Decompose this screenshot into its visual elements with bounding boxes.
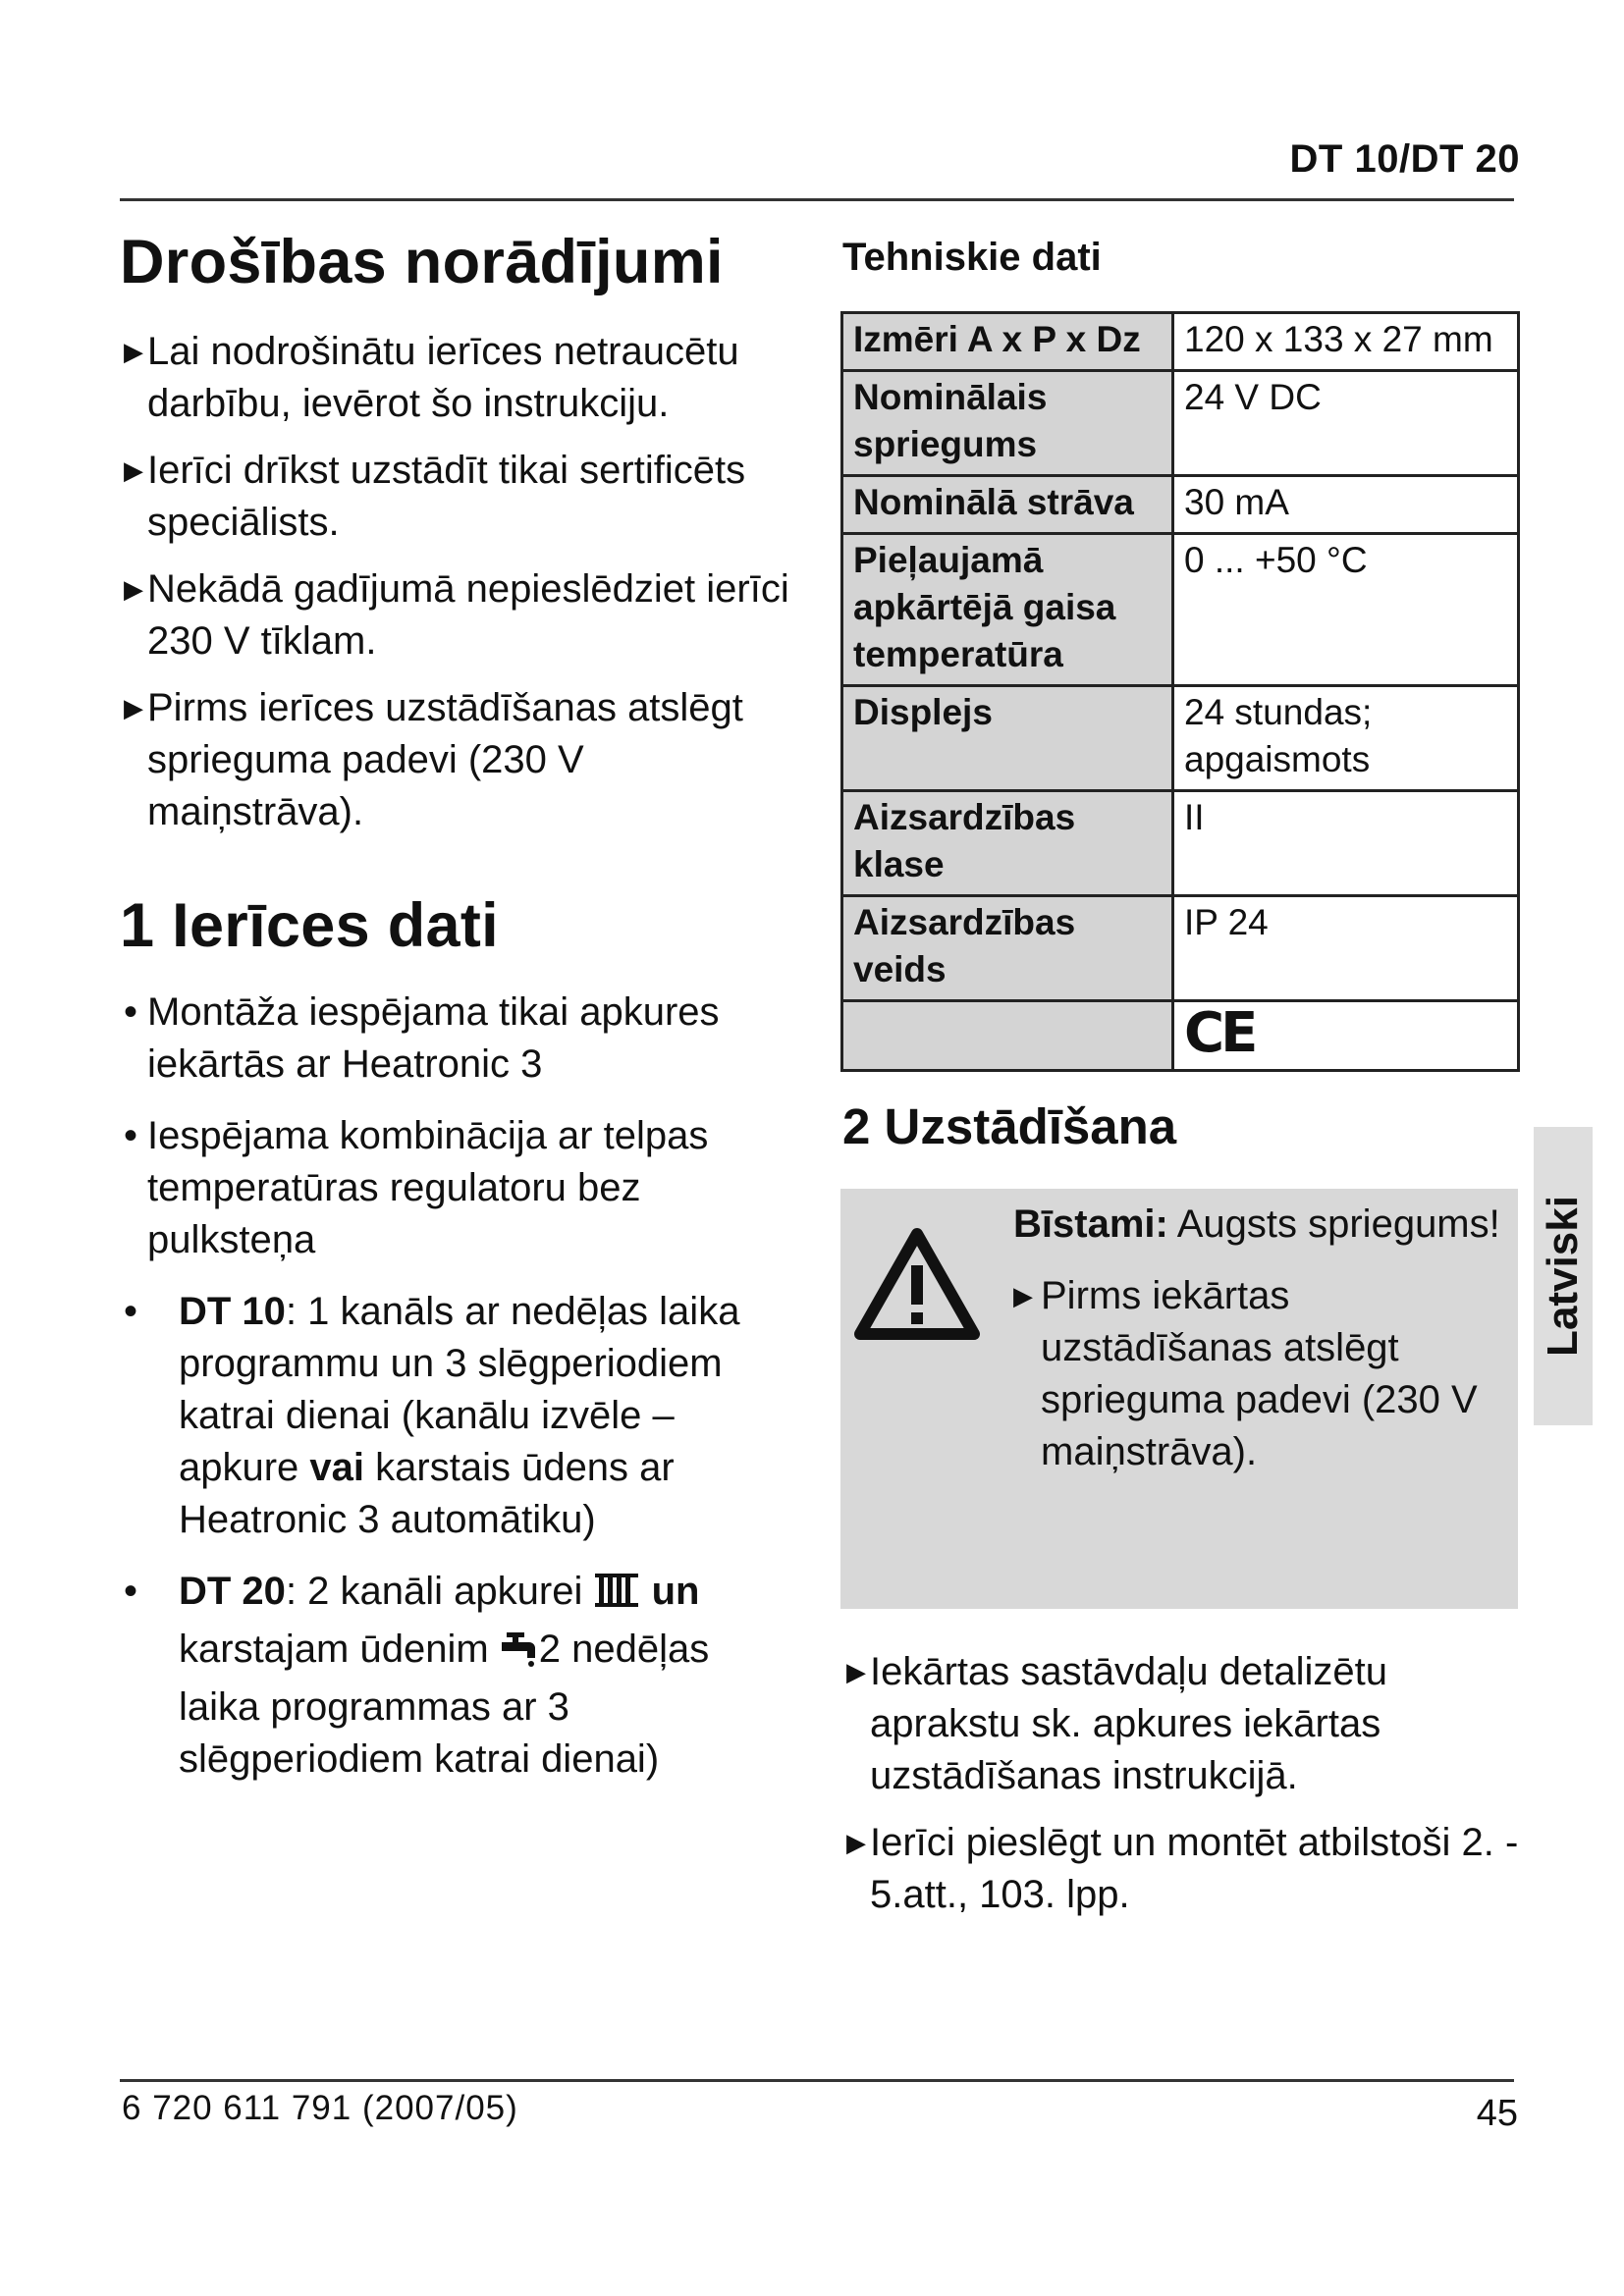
page-number: 45 [1476, 2093, 1518, 2134]
triangle-bullet-icon: ▶ [124, 573, 143, 604]
triangle-bullet-icon: ▶ [846, 1828, 866, 1857]
list-item: ▶ Pirms ierīces uzstādīšanas atslēgt sprieguma padevi (230 V maiņstrāva). [120, 682, 797, 838]
header-title: DT 10/DT 20 [1289, 137, 1520, 181]
tap-icon [500, 1629, 539, 1682]
list-item: ▶ Nekādā gadījumā nepieslēdziet ierīci 230 V tīklam. [120, 563, 797, 667]
header-rule [120, 198, 1514, 201]
document-code: 6 720 611 791 (2007/05) [122, 2089, 518, 2127]
tech-data-title: Tehniskie dati [842, 236, 1102, 279]
list-item: • Montāža iespējama tikai apkures iekārtās ar Heatronic 3 [124, 990, 720, 1087]
radiator-icon [593, 1571, 640, 1624]
triangle-bullet-icon: ▶ [124, 692, 143, 722]
device-list [120, 987, 797, 1786]
list-item-dt10: • DT 10: 1 kanāls ar nedēļas laika programmu un 3 slēgperiodiem katrai dienai (kanālu izvēle – apkure vai karstais ūdens ar Heatronic 3 automātiku) [124, 1290, 740, 1542]
table-row: Aizsardzības veids IP 24 [842, 896, 1519, 1001]
triangle-bullet-icon: ▶ [846, 1657, 866, 1686]
table-row [842, 1001, 1519, 1071]
table-row: Displejs 24 stundas; apgaismots [842, 686, 1519, 791]
triangle-bullet-icon: ▶ [124, 454, 143, 485]
list-item: ▶ Iekārtas sastāvdaļu detalizētu aprakstu sk. apkures iekārtas uzstādīšanas instrukcijā. [842, 1646, 1520, 1802]
table-row: Aizsardzības klase II [842, 791, 1519, 896]
installation-title: 2 Uzstādīšana [842, 1098, 1177, 1154]
ce-mark-icon: CE [1184, 1001, 1255, 1065]
table-row: Nominālā strāva 30 mA [842, 476, 1519, 534]
warning-icon [854, 1226, 980, 1342]
footer-rule [120, 2079, 1514, 2082]
right-column [842, 236, 1520, 1936]
triangle-bullet-icon: ▶ [1013, 1281, 1033, 1310]
list-item: ▶ Ierīci pieslēgt un montēt atbilstoši 2. - 5.att., 103. lpp. [842, 1817, 1520, 1921]
warning-text: Bīstami: Augsts spriegums! ▶ Pirms iekārtas uzstādīšanas atslēgt sprieguma padevi (230 V maiņstrāva). [1013, 1199, 1504, 1478]
dt10-label: DT 10 [179, 1290, 286, 1334]
table-row: Izmēri A x P x Dz 120 x 133 x 27 mm [842, 313, 1519, 371]
dt20-label: DT 20 [179, 1570, 286, 1614]
table-row: Nominālais spriegums 24 V DC [842, 371, 1519, 476]
list-item-dt20: • DT 20: 2 kanāli apkurei un karstajam ūdenim 2 nedēļas laika programmas ar 3 slēgperiodiem katrai dienai) [124, 1570, 710, 1782]
triangle-bullet-icon: ▶ [124, 336, 143, 366]
list-item: • Iespējama kombinācija ar telpas temperatūras regulatoru bez pulksteņa [124, 1114, 709, 1262]
installation-list [842, 1646, 1520, 1921]
list-item: ▶ Ierīci drīkst uzstādīt tikai sertificēts speciālists. [120, 445, 797, 549]
safety-list [120, 326, 797, 838]
warning-label: Bīstami: [1013, 1202, 1168, 1246]
safety-title: Drošības norādījumi [120, 228, 724, 296]
tech-data-table [840, 311, 1520, 1072]
warning-box [840, 1189, 1518, 1609]
left-column [120, 226, 797, 1805]
device-data-title: 1 Ierīces dati [120, 890, 499, 960]
list-item: ▶ Pirms iekārtas uzstādīšanas atslēgt sprieguma padevi (230 V maiņstrāva). [1013, 1270, 1504, 1478]
table-row: Pieļaujamā apkārtējā gaisa temperatūra 0 ... +50 °C [842, 534, 1519, 686]
language-tab: Latviski [1534, 1127, 1593, 1425]
list-item: ▶ Lai nodrošinātu ierīces netraucētu darbību, ievērot šo instrukciju. [120, 326, 797, 430]
